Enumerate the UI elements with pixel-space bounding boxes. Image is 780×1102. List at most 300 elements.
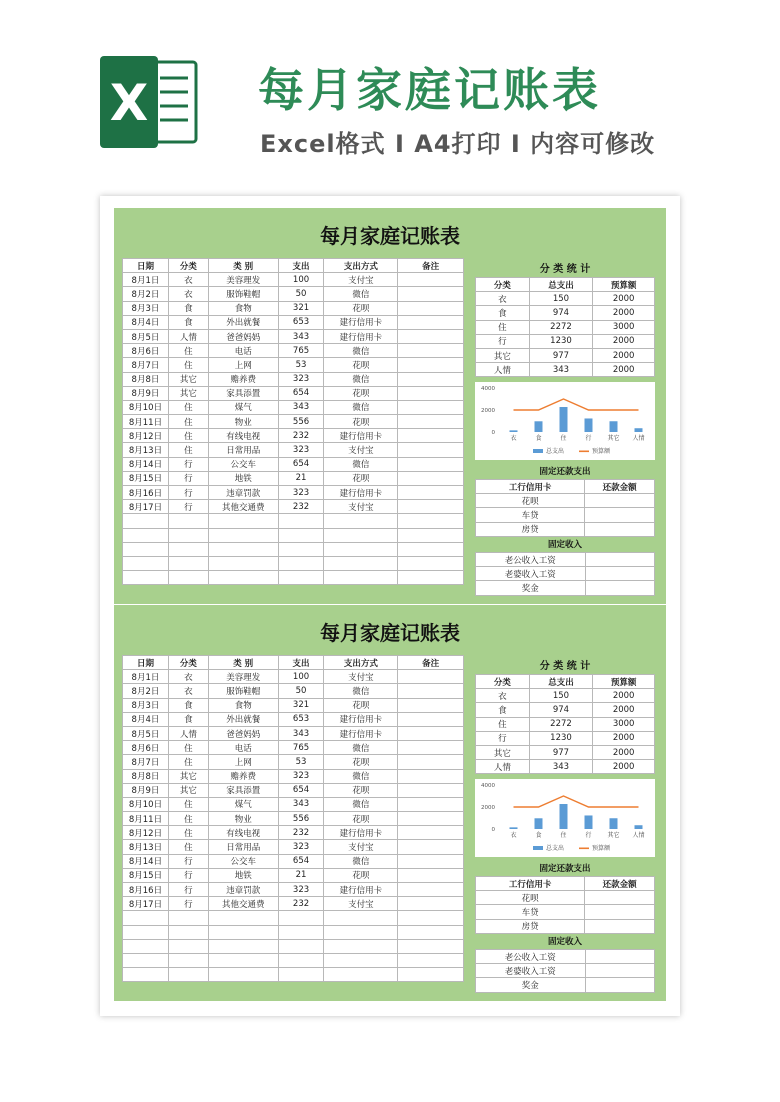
table-cell[interactable]: 行 [168, 868, 208, 882]
table-cell[interactable] [398, 783, 464, 797]
table-cell[interactable] [398, 457, 464, 471]
table-cell[interactable]: 奖金 [476, 581, 586, 595]
table-cell[interactable]: 房贷 [476, 522, 585, 536]
table-cell[interactable]: 有线电视 [208, 429, 278, 443]
column-header[interactable]: 预算额 [593, 278, 655, 292]
table-cell[interactable]: 车贷 [476, 508, 585, 522]
table-cell[interactable]: 653 [278, 315, 324, 329]
table-cell[interactable] [398, 712, 464, 726]
table-cell[interactable] [278, 556, 324, 570]
table-cell[interactable]: 住 [168, 826, 208, 840]
table-cell[interactable]: 323 [278, 443, 324, 457]
table-cell[interactable] [585, 950, 654, 964]
table-cell[interactable]: 住 [168, 840, 208, 854]
table-cell[interactable]: 3000 [593, 320, 655, 334]
table-cell[interactable]: 电话 [208, 741, 278, 755]
table-cell[interactable]: 323 [278, 840, 324, 854]
table-cell[interactable]: 8月6日 [123, 344, 169, 358]
table-cell[interactable]: 1230 [529, 334, 593, 348]
table-cell[interactable]: 8月10日 [123, 400, 169, 414]
table-cell[interactable] [123, 968, 169, 982]
table-cell[interactable] [123, 542, 169, 556]
table-cell[interactable] [278, 953, 324, 967]
table-cell[interactable]: 支付宝 [324, 897, 398, 911]
table-cell[interactable] [398, 883, 464, 897]
table-cell[interactable]: 住 [168, 797, 208, 811]
table-cell[interactable] [585, 522, 655, 536]
table-cell[interactable]: 建行信用卡 [324, 329, 398, 343]
table-cell[interactable]: 2000 [593, 731, 655, 745]
table-cell[interactable] [168, 911, 208, 925]
table-cell[interactable]: 花呗 [476, 494, 585, 508]
table-cell[interactable]: 974 [529, 306, 593, 320]
table-cell[interactable]: 物业 [208, 415, 278, 429]
table-cell[interactable]: 8月16日 [123, 883, 169, 897]
table-cell[interactable]: 微信 [324, 797, 398, 811]
table-cell[interactable]: 住 [476, 320, 530, 334]
table-cell[interactable]: 公交车 [208, 457, 278, 471]
table-cell[interactable]: 人情 [168, 329, 208, 343]
table-cell[interactable]: 家具添置 [208, 386, 278, 400]
table-cell[interactable]: 8月4日 [123, 315, 169, 329]
table-cell[interactable]: 323 [278, 486, 324, 500]
table-cell[interactable]: 654 [278, 386, 324, 400]
table-cell[interactable]: 人情 [476, 760, 530, 774]
table-cell[interactable] [398, 571, 464, 585]
table-cell[interactable] [398, 968, 464, 982]
table-cell[interactable]: 日常用品 [208, 840, 278, 854]
table-cell[interactable]: 衣 [168, 273, 208, 287]
table-cell[interactable]: 323 [278, 883, 324, 897]
table-cell[interactable]: 行 [168, 471, 208, 485]
table-cell[interactable] [208, 911, 278, 925]
table-cell[interactable]: 住 [168, 400, 208, 414]
table-cell[interactable]: 外出就餐 [208, 315, 278, 329]
table-cell[interactable] [324, 556, 398, 570]
table-cell[interactable]: 2272 [529, 717, 593, 731]
table-cell[interactable]: 2000 [593, 363, 655, 377]
table-cell[interactable]: 53 [278, 358, 324, 372]
table-cell[interactable]: 住 [168, 429, 208, 443]
table-cell[interactable]: 老公收入工资 [476, 950, 586, 964]
table-cell[interactable] [398, 358, 464, 372]
column-header[interactable]: 支出方式 [324, 259, 398, 273]
table-cell[interactable] [398, 486, 464, 500]
table-cell[interactable] [123, 571, 169, 585]
table-cell[interactable]: 977 [529, 348, 593, 362]
table-cell[interactable]: 支付宝 [324, 500, 398, 514]
table-cell[interactable] [398, 415, 464, 429]
table-cell[interactable]: 323 [278, 769, 324, 783]
table-cell[interactable]: 232 [278, 897, 324, 911]
table-cell[interactable]: 8月10日 [123, 797, 169, 811]
table-cell[interactable] [398, 755, 464, 769]
table-cell[interactable]: 赡养费 [208, 769, 278, 783]
table-cell[interactable]: 住 [168, 344, 208, 358]
table-cell[interactable] [585, 964, 654, 978]
table-cell[interactable]: 2000 [593, 306, 655, 320]
table-cell[interactable]: 建行信用卡 [324, 429, 398, 443]
table-cell[interactable] [398, 925, 464, 939]
table-cell[interactable]: 21 [278, 868, 324, 882]
table-cell[interactable]: 食 [168, 712, 208, 726]
table-cell[interactable]: 343 [529, 363, 593, 377]
table-cell[interactable]: 2000 [593, 334, 655, 348]
table-cell[interactable]: 其他交通费 [208, 500, 278, 514]
table-cell[interactable] [398, 344, 464, 358]
table-cell[interactable] [324, 528, 398, 542]
table-cell[interactable]: 建行信用卡 [324, 826, 398, 840]
table-cell[interactable]: 8月14日 [123, 854, 169, 868]
table-cell[interactable]: 支付宝 [324, 840, 398, 854]
table-cell[interactable] [278, 542, 324, 556]
table-cell[interactable]: 微信 [324, 684, 398, 698]
table-cell[interactable]: 行 [476, 334, 530, 348]
table-cell[interactable] [168, 953, 208, 967]
table-cell[interactable]: 微信 [324, 741, 398, 755]
table-cell[interactable]: 21 [278, 471, 324, 485]
table-cell[interactable]: 微信 [324, 344, 398, 358]
table-cell[interactable]: 食物 [208, 301, 278, 315]
table-cell[interactable] [324, 911, 398, 925]
column-header[interactable]: 支出 [278, 259, 324, 273]
table-cell[interactable] [324, 953, 398, 967]
table-cell[interactable] [278, 939, 324, 953]
table-cell[interactable] [208, 968, 278, 982]
table-cell[interactable] [585, 978, 654, 992]
table-cell[interactable]: 衣 [476, 292, 530, 306]
table-cell[interactable]: 653 [278, 712, 324, 726]
table-cell[interactable]: 衣 [168, 684, 208, 698]
table-cell[interactable] [398, 471, 464, 485]
table-cell[interactable]: 8月3日 [123, 698, 169, 712]
table-cell[interactable]: 房贷 [476, 919, 585, 933]
table-cell[interactable]: 8月13日 [123, 840, 169, 854]
table-cell[interactable]: 上网 [208, 358, 278, 372]
table-cell[interactable]: 100 [278, 670, 324, 684]
table-cell[interactable]: 建行信用卡 [324, 883, 398, 897]
table-cell[interactable] [123, 939, 169, 953]
table-cell[interactable] [208, 571, 278, 585]
table-cell[interactable] [168, 556, 208, 570]
table-cell[interactable] [398, 315, 464, 329]
table-cell[interactable] [398, 826, 464, 840]
table-cell[interactable]: 2000 [593, 689, 655, 703]
table-cell[interactable]: 微信 [324, 854, 398, 868]
table-cell[interactable]: 微信 [324, 400, 398, 414]
table-cell[interactable] [398, 329, 464, 343]
table-cell[interactable]: 服饰鞋帽 [208, 287, 278, 301]
table-cell[interactable] [208, 528, 278, 542]
table-cell[interactable]: 物业 [208, 812, 278, 826]
table-cell[interactable]: 8月7日 [123, 755, 169, 769]
table-cell[interactable]: 8月8日 [123, 769, 169, 783]
table-cell[interactable]: 8月7日 [123, 358, 169, 372]
table-cell[interactable] [398, 556, 464, 570]
table-cell[interactable]: 日常用品 [208, 443, 278, 457]
table-cell[interactable]: 343 [529, 760, 593, 774]
table-cell[interactable]: 343 [278, 797, 324, 811]
table-cell[interactable]: 8月9日 [123, 783, 169, 797]
table-cell[interactable]: 衣 [168, 287, 208, 301]
table-cell[interactable]: 人情 [168, 726, 208, 740]
table-cell[interactable]: 建行信用卡 [324, 712, 398, 726]
table-cell[interactable] [278, 514, 324, 528]
table-cell[interactable]: 556 [278, 415, 324, 429]
table-cell[interactable] [398, 726, 464, 740]
table-cell[interactable]: 外出就餐 [208, 712, 278, 726]
table-cell[interactable]: 花呗 [324, 755, 398, 769]
table-cell[interactable]: 8月16日 [123, 486, 169, 500]
table-cell[interactable]: 其它 [168, 769, 208, 783]
table-cell[interactable] [398, 868, 464, 882]
table-cell[interactable]: 煤气 [208, 797, 278, 811]
table-cell[interactable]: 家具添置 [208, 783, 278, 797]
column-header[interactable]: 支出方式 [324, 656, 398, 670]
table-cell[interactable]: 食 [168, 301, 208, 315]
table-cell[interactable] [398, 372, 464, 386]
table-cell[interactable] [398, 400, 464, 414]
table-cell[interactable]: 8月2日 [123, 684, 169, 698]
table-cell[interactable] [398, 854, 464, 868]
table-cell[interactable]: 服饰鞋帽 [208, 684, 278, 698]
table-cell[interactable]: 支付宝 [324, 670, 398, 684]
table-cell[interactable] [585, 567, 654, 581]
table-cell[interactable] [278, 571, 324, 585]
table-cell[interactable] [208, 925, 278, 939]
table-cell[interactable]: 2272 [529, 320, 593, 334]
table-cell[interactable] [278, 925, 324, 939]
table-cell[interactable] [123, 514, 169, 528]
table-cell[interactable] [585, 494, 655, 508]
table-cell[interactable]: 8月11日 [123, 415, 169, 429]
table-cell[interactable] [123, 925, 169, 939]
table-cell[interactable]: 上网 [208, 755, 278, 769]
table-cell[interactable]: 其它 [168, 372, 208, 386]
table-cell[interactable] [398, 500, 464, 514]
table-cell[interactable]: 食物 [208, 698, 278, 712]
table-cell[interactable]: 花呗 [324, 812, 398, 826]
table-cell[interactable]: 2000 [593, 760, 655, 774]
table-cell[interactable]: 花呗 [324, 386, 398, 400]
table-cell[interactable] [398, 443, 464, 457]
table-cell[interactable]: 花呗 [476, 891, 585, 905]
table-cell[interactable]: 2000 [593, 292, 655, 306]
column-header[interactable]: 分类 [168, 259, 208, 273]
column-header[interactable]: 类 别 [208, 259, 278, 273]
table-cell[interactable] [398, 741, 464, 755]
table-cell[interactable] [398, 840, 464, 854]
table-cell[interactable] [585, 905, 655, 919]
table-cell[interactable] [398, 939, 464, 953]
table-cell[interactable]: 8月1日 [123, 670, 169, 684]
table-cell[interactable]: 车贷 [476, 905, 585, 919]
table-cell[interactable]: 花呗 [324, 415, 398, 429]
table-cell[interactable]: 232 [278, 429, 324, 443]
column-header[interactable]: 总支出 [529, 675, 593, 689]
table-cell[interactable]: 8月13日 [123, 443, 169, 457]
table-cell[interactable] [168, 542, 208, 556]
table-cell[interactable]: 其它 [476, 348, 530, 362]
table-cell[interactable]: 其它 [168, 783, 208, 797]
table-cell[interactable]: 8月1日 [123, 273, 169, 287]
table-cell[interactable]: 老婆收入工资 [476, 964, 586, 978]
table-cell[interactable]: 654 [278, 854, 324, 868]
table-cell[interactable]: 其它 [168, 386, 208, 400]
table-cell[interactable]: 其它 [476, 745, 530, 759]
table-cell[interactable] [585, 919, 655, 933]
table-cell[interactable]: 花呗 [324, 783, 398, 797]
table-cell[interactable]: 地铁 [208, 471, 278, 485]
table-cell[interactable]: 行 [168, 897, 208, 911]
table-cell[interactable] [398, 684, 464, 698]
table-cell[interactable]: 电话 [208, 344, 278, 358]
table-cell[interactable]: 8月17日 [123, 500, 169, 514]
table-cell[interactable]: 奖金 [476, 978, 586, 992]
table-cell[interactable]: 老公收入工资 [476, 553, 586, 567]
column-header[interactable]: 还款金额 [585, 480, 655, 494]
table-cell[interactable] [585, 508, 655, 522]
table-cell[interactable]: 8月5日 [123, 329, 169, 343]
table-cell[interactable]: 8月15日 [123, 471, 169, 485]
table-cell[interactable] [168, 528, 208, 542]
table-cell[interactable]: 8月4日 [123, 712, 169, 726]
table-cell[interactable]: 977 [529, 745, 593, 759]
table-cell[interactable]: 微信 [324, 372, 398, 386]
column-header[interactable]: 还款金额 [585, 877, 655, 891]
table-cell[interactable]: 住 [168, 755, 208, 769]
table-cell[interactable]: 建行信用卡 [324, 486, 398, 500]
table-cell[interactable] [398, 287, 464, 301]
table-cell[interactable] [398, 528, 464, 542]
table-cell[interactable]: 住 [168, 358, 208, 372]
table-cell[interactable]: 赡养费 [208, 372, 278, 386]
column-header[interactable]: 工行信用卡 [476, 480, 585, 494]
table-cell[interactable]: 公交车 [208, 854, 278, 868]
table-cell[interactable]: 321 [278, 301, 324, 315]
table-cell[interactable] [168, 968, 208, 982]
table-cell[interactable]: 食 [168, 698, 208, 712]
table-cell[interactable] [324, 968, 398, 982]
table-cell[interactable]: 343 [278, 726, 324, 740]
table-cell[interactable]: 食 [476, 703, 530, 717]
column-header[interactable]: 分类 [476, 278, 530, 292]
table-cell[interactable]: 765 [278, 741, 324, 755]
table-cell[interactable]: 衣 [168, 670, 208, 684]
table-cell[interactable]: 8月12日 [123, 429, 169, 443]
table-cell[interactable]: 违章罚款 [208, 486, 278, 500]
table-cell[interactable]: 1230 [529, 731, 593, 745]
table-cell[interactable]: 爸爸妈妈 [208, 726, 278, 740]
table-cell[interactable]: 煤气 [208, 400, 278, 414]
table-cell[interactable]: 8月6日 [123, 741, 169, 755]
table-cell[interactable]: 8月12日 [123, 826, 169, 840]
table-cell[interactable]: 食 [476, 306, 530, 320]
table-cell[interactable] [168, 939, 208, 953]
table-cell[interactable]: 花呗 [324, 358, 398, 372]
column-header[interactable]: 分类 [476, 675, 530, 689]
table-cell[interactable]: 150 [529, 292, 593, 306]
table-cell[interactable]: 衣 [476, 689, 530, 703]
table-cell[interactable] [585, 553, 654, 567]
table-cell[interactable] [123, 528, 169, 542]
table-cell[interactable]: 2000 [593, 745, 655, 759]
table-cell[interactable] [123, 953, 169, 967]
table-cell[interactable]: 花呗 [324, 698, 398, 712]
table-cell[interactable] [123, 556, 169, 570]
column-header[interactable]: 日期 [123, 656, 169, 670]
table-cell[interactable]: 8月9日 [123, 386, 169, 400]
table-cell[interactable]: 232 [278, 500, 324, 514]
table-cell[interactable]: 行 [168, 854, 208, 868]
table-cell[interactable] [398, 542, 464, 556]
table-cell[interactable]: 8月14日 [123, 457, 169, 471]
table-cell[interactable] [324, 571, 398, 585]
table-cell[interactable]: 556 [278, 812, 324, 826]
table-cell[interactable] [398, 797, 464, 811]
table-cell[interactable] [398, 429, 464, 443]
table-cell[interactable] [208, 556, 278, 570]
table-cell[interactable]: 8月2日 [123, 287, 169, 301]
table-cell[interactable] [208, 514, 278, 528]
column-header[interactable]: 预算额 [593, 675, 655, 689]
column-header[interactable]: 备注 [398, 656, 464, 670]
table-cell[interactable]: 974 [529, 703, 593, 717]
table-cell[interactable] [398, 897, 464, 911]
table-cell[interactable] [398, 386, 464, 400]
column-header[interactable]: 工行信用卡 [476, 877, 585, 891]
table-cell[interactable]: 建行信用卡 [324, 726, 398, 740]
table-cell[interactable] [324, 925, 398, 939]
table-cell[interactable]: 美容理发 [208, 670, 278, 684]
table-cell[interactable] [208, 939, 278, 953]
table-cell[interactable]: 行 [168, 457, 208, 471]
table-cell[interactable] [168, 514, 208, 528]
table-cell[interactable] [278, 911, 324, 925]
table-cell[interactable] [278, 528, 324, 542]
table-cell[interactable] [398, 670, 464, 684]
table-cell[interactable]: 3000 [593, 717, 655, 731]
table-cell[interactable]: 花呗 [324, 471, 398, 485]
table-cell[interactable]: 微信 [324, 287, 398, 301]
table-cell[interactable]: 其他交通费 [208, 897, 278, 911]
table-cell[interactable] [168, 925, 208, 939]
table-cell[interactable]: 违章罚款 [208, 883, 278, 897]
table-cell[interactable]: 8月11日 [123, 812, 169, 826]
table-cell[interactable] [398, 514, 464, 528]
table-cell[interactable]: 8月5日 [123, 726, 169, 740]
table-cell[interactable]: 8月8日 [123, 372, 169, 386]
column-header[interactable]: 总支出 [529, 278, 593, 292]
table-cell[interactable] [398, 273, 464, 287]
table-cell[interactable]: 行 [168, 883, 208, 897]
table-cell[interactable]: 微信 [324, 457, 398, 471]
table-cell[interactable]: 人情 [476, 363, 530, 377]
table-cell[interactable]: 53 [278, 755, 324, 769]
table-cell[interactable]: 花呗 [324, 301, 398, 315]
table-cell[interactable]: 爸爸妈妈 [208, 329, 278, 343]
table-cell[interactable]: 住 [168, 443, 208, 457]
table-cell[interactable] [585, 581, 654, 595]
column-header[interactable]: 日期 [123, 259, 169, 273]
table-cell[interactable] [208, 542, 278, 556]
table-cell[interactable]: 2000 [593, 703, 655, 717]
column-header[interactable]: 备注 [398, 259, 464, 273]
table-cell[interactable]: 住 [476, 717, 530, 731]
table-cell[interactable]: 343 [278, 329, 324, 343]
table-cell[interactable]: 美容理发 [208, 273, 278, 287]
table-cell[interactable]: 765 [278, 344, 324, 358]
